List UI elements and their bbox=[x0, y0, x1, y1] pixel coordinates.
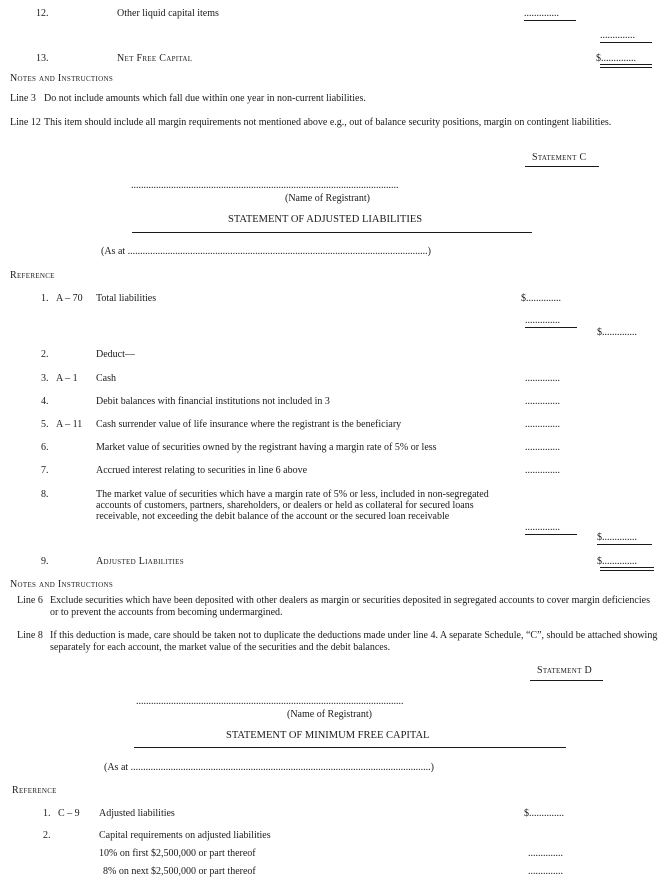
title-rule bbox=[134, 747, 566, 748]
note-ref: Line 6 bbox=[17, 595, 43, 606]
reference-title: Reference bbox=[12, 785, 57, 796]
line-label: Adjusted liabilities bbox=[99, 808, 175, 819]
note-text: If this deduction is made, care should be taken not to duplicate the deductions made under line 4. A separate Schedule, “C”, should be attached showing separately for each account, the market value of the securities and the debit balances. bbox=[50, 630, 658, 653]
as-at-field: (As at ........................................................................................................................) bbox=[101, 246, 431, 257]
notes-title: Notes and Instructions bbox=[10, 579, 114, 590]
line-number: 9. bbox=[41, 556, 49, 567]
amount-field: .............. bbox=[600, 30, 635, 41]
statement-title: STATEMENT OF ADJUSTED LIABILITIES bbox=[228, 214, 423, 225]
underline-rule bbox=[600, 42, 652, 43]
registrant-label: (Name of Registrant) bbox=[287, 709, 372, 720]
line-label: Cash bbox=[96, 373, 116, 384]
line-number: 6. bbox=[41, 442, 49, 453]
line-label: Market value of securities owned by the registrant having a margin rate of 5% or less bbox=[96, 442, 437, 453]
registrant-name-field: ........................................................................................................... bbox=[131, 180, 399, 191]
line-label: Debit balances with financial institutions not included in 3 bbox=[96, 396, 330, 407]
line-reference: C – 9 bbox=[58, 808, 80, 819]
line-number: 13. bbox=[36, 53, 49, 64]
amount-field: .............. bbox=[524, 8, 559, 19]
registrant-label: (Name of Registrant) bbox=[285, 193, 370, 204]
line-number: 1. bbox=[41, 293, 49, 304]
tag-rule bbox=[525, 166, 599, 167]
amount-field: $.............. bbox=[597, 556, 637, 567]
reference-title: Reference bbox=[10, 270, 55, 281]
line-number: 2. bbox=[43, 830, 51, 841]
note-ref: Line 3 bbox=[10, 93, 36, 104]
line-number: 1. bbox=[43, 808, 51, 819]
note-text: This item should include all margin requirements not mentioned above e.g., out of balance security positions, margin on contingent liabilities. bbox=[44, 117, 612, 128]
line-number: 2. bbox=[41, 349, 49, 360]
amount-field: .............. bbox=[525, 442, 560, 453]
line-label: 8% on next $2,500,000 or part thereof bbox=[103, 866, 256, 877]
line-number: 12. bbox=[36, 8, 49, 19]
double-underline-rule bbox=[600, 64, 652, 68]
as-at-field: (As at ........................................................................................................................) bbox=[104, 762, 434, 773]
amount-field: $.............. bbox=[524, 808, 564, 819]
notes-title: Notes and Instructions bbox=[10, 73, 114, 84]
note-ref: Line 12 bbox=[10, 117, 41, 128]
amount-field: .............. bbox=[525, 315, 560, 326]
line-reference: A – 11 bbox=[56, 419, 83, 430]
note-text: Do not include amounts which fall due within one year in non-current liabilities. bbox=[44, 93, 366, 104]
line-label: Cash surrender value of life insurance where the registrant is the beneficiary bbox=[96, 419, 402, 430]
statement-title: STATEMENT OF MINIMUM FREE CAPITAL bbox=[226, 730, 430, 741]
line-label: Total liabilities bbox=[96, 293, 157, 304]
underline-rule bbox=[524, 20, 576, 21]
double-underline-rule bbox=[600, 567, 654, 571]
tag-rule bbox=[530, 680, 603, 681]
line-label: Capital requirements on adjusted liabilities bbox=[99, 830, 271, 841]
statement-tag: Statement C bbox=[532, 152, 587, 163]
amount-field: .............. bbox=[525, 465, 560, 476]
amount-field: $.............. bbox=[597, 532, 637, 543]
note-ref: Line 8 bbox=[17, 630, 43, 641]
line-reference: A – 1 bbox=[56, 373, 78, 384]
underline-rule bbox=[597, 544, 652, 545]
line-number: 7. bbox=[41, 465, 49, 476]
line-number: 3. bbox=[41, 373, 49, 384]
amount-field: $.............. bbox=[521, 293, 561, 304]
line-reference: A – 70 bbox=[56, 293, 83, 304]
line-label: Net Free Capital bbox=[117, 53, 193, 64]
title-rule bbox=[132, 232, 532, 233]
line-label: The market value of securities which have a margin rate of 5% or less, included in non-segregated accounts of customers, partners, shareholders, or dealers or held as collateral for secured loans receivable, not exceeding the debit balance of the account or the secured loan receivable bbox=[96, 489, 489, 522]
line-number: 5. bbox=[41, 419, 49, 430]
line-number: 4. bbox=[41, 396, 49, 407]
amount-field: .............. bbox=[528, 866, 563, 877]
line-label: Accrued interest relating to securities in line 6 above bbox=[96, 465, 308, 476]
amount-field: .............. bbox=[525, 373, 560, 384]
line-label: 10% on first $2,500,000 or part thereof bbox=[99, 848, 256, 859]
amount-field: .............. bbox=[525, 522, 560, 533]
statement-tag: Statement D bbox=[537, 665, 592, 676]
underline-rule bbox=[525, 327, 577, 328]
line-label: Other liquid capital items bbox=[117, 8, 219, 19]
amount-field: .............. bbox=[528, 848, 563, 859]
amount-field: .............. bbox=[525, 419, 560, 430]
note-text: Exclude securities which have been deposited with other dealers as margin or securities deposited in segregated accounts to cover margin deficiencies or to prevent the accounts from becoming undermargined. bbox=[50, 595, 650, 618]
registrant-name-field: ........................................................................................................... bbox=[136, 696, 404, 707]
amount-field: $.............. bbox=[596, 53, 636, 64]
amount-field: $.............. bbox=[597, 327, 637, 338]
amount-field: .............. bbox=[525, 396, 560, 407]
line-label: Deduct— bbox=[96, 349, 135, 360]
line-number: 8. bbox=[41, 489, 49, 500]
line-label: Adjusted Liabilities bbox=[96, 556, 184, 567]
underline-rule bbox=[525, 534, 577, 535]
